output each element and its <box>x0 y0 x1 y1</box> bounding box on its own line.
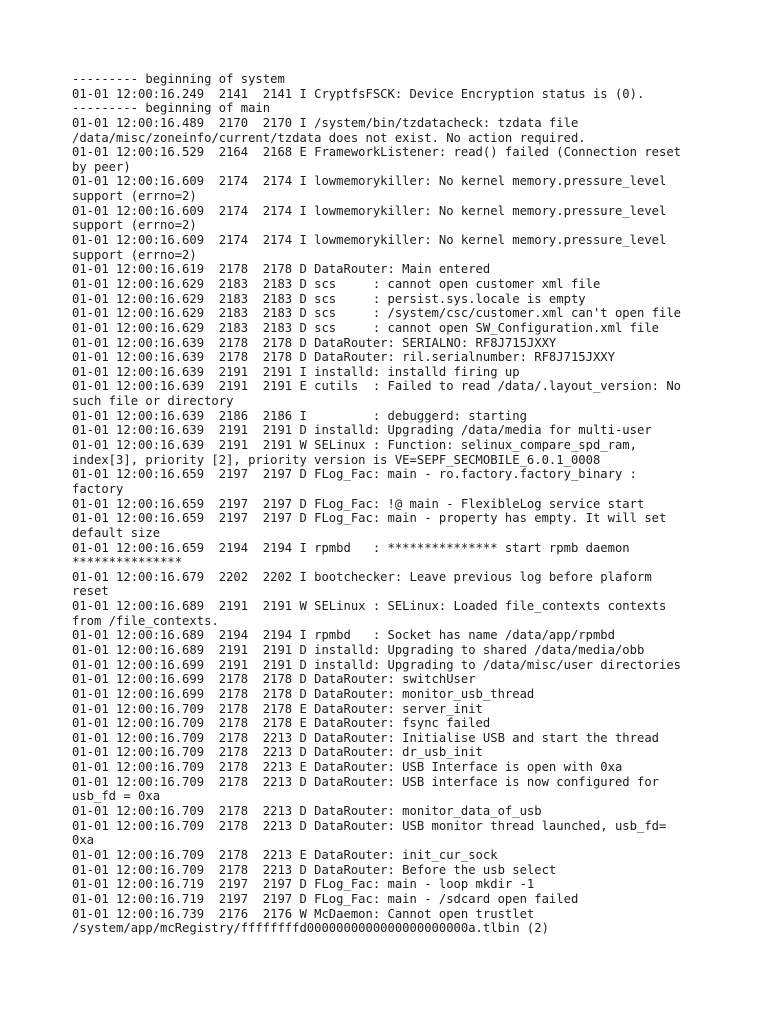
log-line: 01-01 12:00:16.719 2197 2197 D FLog_Fac: main - /sdcard open failed <box>72 891 579 906</box>
log-line: default size <box>72 525 161 540</box>
log-line: reset <box>72 584 109 599</box>
log-line: 01-01 12:00:16.709 2178 2213 D DataRouter: USB monitor thread launched, usb_fd= <box>72 818 667 833</box>
log-line: 01-01 12:00:16.709 2178 2213 D DataRouter: dr_usb_init <box>72 745 483 760</box>
log-line: such file or directory <box>72 394 234 409</box>
log-line: 01-01 12:00:16.639 2178 2178 D DataRouter: ril.serialnumber: RF8J715JXXY <box>72 350 615 365</box>
log-line: 01-01 12:00:16.619 2178 2178 D DataRouter: Main entered <box>72 262 491 277</box>
log-line: 01-01 12:00:16.719 2197 2197 D FLog_Fac: main - loop mkdir -1 <box>72 877 535 892</box>
log-line: index[3], priority [2], priority version is VE=SEPF_SECMOBILE_6.0.1_0008 <box>72 452 601 467</box>
log-line: 01-01 12:00:16.679 2202 2202 I bootchecker: Leave previous log before plaform <box>72 569 652 584</box>
log-line: 01-01 12:00:16.629 2183 2183 D scs : /system/csc/customer.xml can't open file <box>72 306 682 321</box>
log-line: 01-01 12:00:16.639 2191 2191 W SELinux : Function: selinux_compare_spd_ram, <box>72 438 637 453</box>
log-line: 01-01 12:00:16.609 2174 2174 I lowmemorykiller: No kernel memory.pressure_level <box>72 174 667 189</box>
log-line: 01-01 12:00:16.709 2178 2213 E DataRouter: init_cur_sock <box>72 847 498 862</box>
log-line: 01-01 12:00:16.529 2164 2168 E FrameworkListener: read() failed (Connection reset <box>72 145 682 160</box>
log-line: 01-01 12:00:16.609 2174 2174 I lowmemorykiller: No kernel memory.pressure_level <box>72 233 667 248</box>
log-line: --------- beginning of system <box>72 72 285 86</box>
log-line: 01-01 12:00:16.659 2197 2197 D FLog_Fac: main - ro.factory.factory_binary : <box>72 467 637 482</box>
log-line: 01-01 12:00:16.709 2178 2213 D DataRouter: Initialise USB and start the thread <box>72 730 659 745</box>
log-line: 0xa <box>72 833 95 848</box>
log-line: 01-01 12:00:16.639 2191 2191 D installd: Upgrading /data/media for multi-user <box>72 423 652 438</box>
log-text-block <box>72 72 708 936</box>
log-line: 01-01 12:00:16.709 2178 2178 E DataRouter: fsync failed <box>72 716 491 731</box>
log-line: 01-01 12:00:16.629 2183 2183 D scs : cannot open customer xml file <box>72 276 601 291</box>
log-line: 01-01 12:00:16.659 2197 2197 D FLog_Fac: main - property has empty. It will set <box>72 511 667 526</box>
log-line: 01-01 12:00:16.639 2178 2178 D DataRouter: SERIALNO: RF8J715JXXY <box>72 335 557 350</box>
log-line: 01-01 12:00:16.699 2178 2178 D DataRouter: monitor_usb_thread <box>72 686 535 701</box>
log-line: usb_fd = 0xa <box>72 789 161 804</box>
log-line: 01-01 12:00:16.709 2178 2213 D DataRouter: USB interface is now configured for <box>72 774 659 789</box>
log-line: /system/app/mcRegistry/ffffffffd0000000000000000000000a.tlbin (2) <box>72 921 549 936</box>
log-line: 01-01 12:00:16.709 2178 2213 E DataRouter: USB Interface is open with 0xa <box>72 760 623 775</box>
log-line: support (errno=2) <box>72 218 197 233</box>
log-line: 01-01 12:00:16.659 2197 2197 D FLog_Fac: !@ main - FlexibleLog service start <box>72 496 645 511</box>
log-line: 01-01 12:00:16.629 2183 2183 D scs : cannot open SW_Configuration.xml file <box>72 320 659 335</box>
log-line: 01-01 12:00:16.639 2186 2186 I : debuggerd: starting <box>72 408 527 423</box>
log-line: 01-01 12:00:16.659 2194 2194 I rpmbd : *************** start rpmb daemon <box>72 540 630 555</box>
log-line: from /file_contexts. <box>72 613 219 628</box>
log-line: 01-01 12:00:16.709 2178 2213 D DataRouter: Before the usb select <box>72 862 557 877</box>
log-line: 01-01 12:00:16.739 2176 2176 W McDaemon: Cannot open trustlet <box>72 906 535 921</box>
log-line: 01-01 12:00:16.699 2191 2191 D installd: Upgrading to /data/misc/user directories <box>72 657 682 672</box>
log-line: 01-01 12:00:16.689 2194 2194 I rpmbd : Socket has name /data/app/rpmbd <box>72 628 615 643</box>
log-line: support (errno=2) <box>72 189 197 204</box>
log-line: factory <box>72 481 124 496</box>
log-line: 01-01 12:00:16.639 2191 2191 E cutils : Failed to read /data/.layout_version: No <box>72 379 682 394</box>
log-line: /data/misc/zoneinfo/current/tzdata does not exist. No action required. <box>72 130 586 145</box>
log-line: 01-01 12:00:16.699 2178 2178 D DataRouter: switchUser <box>72 672 476 687</box>
log-line: 01-01 12:00:16.489 2170 2170 I /system/bin/tzdatacheck: tzdata file <box>72 115 579 130</box>
log-line: 01-01 12:00:16.689 2191 2191 W SELinux : SELinux: Loaded file_contexts contexts <box>72 599 667 614</box>
log-line: *************** <box>72 555 183 570</box>
log-line: 01-01 12:00:16.249 2141 2141 I CryptfsFSCK: Device Encryption status is (0). <box>72 86 645 101</box>
log-line: support (errno=2) <box>72 247 197 262</box>
log-line: 01-01 12:00:16.609 2174 2174 I lowmemorykiller: No kernel memory.pressure_level <box>72 203 667 218</box>
log-line: 01-01 12:00:16.629 2183 2183 D scs : persist.sys.locale is empty <box>72 291 586 306</box>
log-line: 01-01 12:00:16.709 2178 2178 E DataRouter: server_init <box>72 701 483 716</box>
log-line: 01-01 12:00:16.639 2191 2191 I installd: installd firing up <box>72 364 520 379</box>
log-line: 01-01 12:00:16.709 2178 2213 D DataRouter: monitor_data_of_usb <box>72 804 542 819</box>
log-line: by peer) <box>72 159 131 174</box>
log-line: 01-01 12:00:16.689 2191 2191 D installd: Upgrading to shared /data/media/obb <box>72 642 645 657</box>
log-line: --------- beginning of main <box>72 101 271 116</box>
